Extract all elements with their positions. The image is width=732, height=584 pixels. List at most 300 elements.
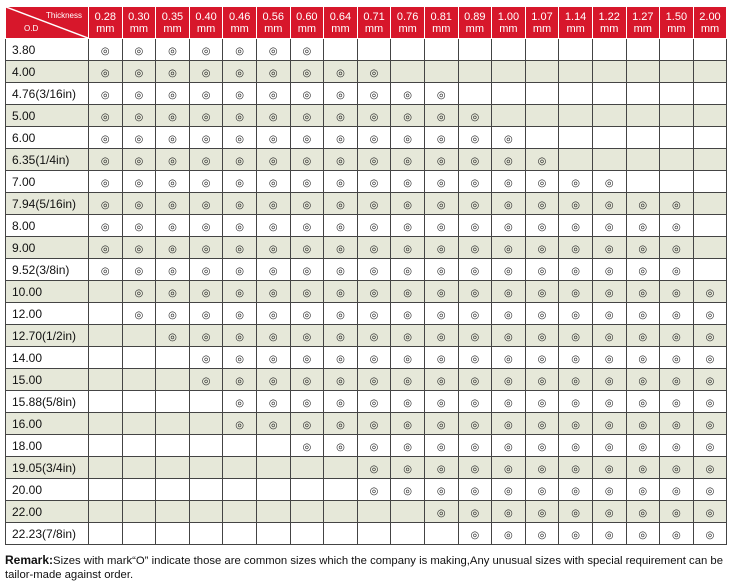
size-mark-icon: ◎	[302, 243, 312, 255]
empty-cell	[89, 501, 123, 523]
marked-cell	[458, 259, 492, 281]
marked-cell	[458, 347, 492, 369]
size-mark-icon: ◎	[705, 287, 715, 299]
marked-cell	[223, 83, 257, 105]
marked-cell	[89, 193, 123, 215]
size-mark-icon: ◎	[604, 287, 614, 299]
size-mark-icon: ◎	[268, 133, 278, 145]
table-row	[6, 347, 727, 369]
empty-cell	[324, 501, 358, 523]
size-mark-icon: ◎	[336, 199, 345, 211]
size-mark-icon: ◎	[504, 177, 513, 189]
size-mark-icon: ◎	[470, 199, 480, 211]
od-cell: 6.00	[6, 127, 89, 149]
size-mark-icon: ◎	[537, 177, 547, 189]
size-mark-icon: ◎	[168, 287, 177, 299]
size-mark-icon: ◎	[336, 67, 345, 79]
empty-cell	[189, 523, 223, 545]
empty-cell	[256, 435, 290, 457]
empty-cell	[156, 523, 190, 545]
marked-cell	[189, 281, 223, 303]
od-cell: 19.05(3/4in)	[6, 457, 89, 479]
thickness-unit: mm	[600, 22, 619, 35]
marked-cell	[693, 523, 727, 545]
marked-cell	[89, 171, 123, 193]
size-mark-icon: ◎	[403, 441, 412, 453]
marked-cell	[324, 281, 358, 303]
size-mark-icon: ◎	[134, 45, 144, 57]
marked-cell	[223, 193, 257, 215]
marked-cell	[492, 215, 526, 237]
empty-cell	[89, 413, 123, 435]
marked-cell	[156, 259, 190, 281]
size-mark-icon: ◎	[268, 67, 278, 79]
size-mark-icon: ◎	[302, 265, 312, 277]
size-mark-icon: ◎	[604, 265, 614, 277]
marked-cell	[357, 303, 391, 325]
empty-cell	[626, 149, 660, 171]
marked-cell	[357, 435, 391, 457]
empty-cell	[156, 479, 190, 501]
size-mark-icon: ◎	[100, 45, 110, 57]
marked-cell	[156, 303, 190, 325]
marked-cell	[290, 369, 324, 391]
size-mark-icon: ◎	[134, 265, 144, 277]
od-cell: 5.00	[6, 105, 89, 127]
size-mark-icon: ◎	[134, 155, 144, 167]
od-cell: 4.76(3/16in)	[6, 83, 89, 105]
marked-cell	[492, 127, 526, 149]
marked-cell	[525, 391, 559, 413]
size-mark-icon: ◎	[638, 485, 648, 497]
marked-cell	[290, 347, 324, 369]
size-mark-icon: ◎	[302, 287, 312, 299]
empty-cell	[592, 127, 626, 149]
marked-cell	[626, 479, 660, 501]
marked-cell	[156, 39, 190, 61]
marked-cell	[357, 479, 391, 501]
empty-cell	[525, 127, 559, 149]
marked-cell	[122, 149, 156, 171]
thickness-header	[559, 7, 593, 39]
empty-cell	[693, 127, 727, 149]
thickness-header	[324, 7, 358, 39]
size-mark-icon: ◎	[403, 287, 412, 299]
marked-cell	[89, 259, 123, 281]
size-mark-icon: ◎	[504, 507, 513, 519]
marked-cell	[492, 435, 526, 457]
size-mark-icon: ◎	[201, 287, 211, 299]
empty-cell	[89, 523, 123, 545]
marked-cell	[256, 237, 290, 259]
marked-cell	[324, 347, 358, 369]
marked-cell	[525, 281, 559, 303]
size-mark-icon: ◎	[604, 243, 614, 255]
marked-cell	[223, 347, 257, 369]
size-mark-icon: ◎	[571, 353, 580, 365]
size-mark-icon: ◎	[235, 133, 245, 145]
od-cell: 9.52(3/8in)	[6, 259, 89, 281]
thickness-label: Thickness	[45, 11, 82, 20]
marked-cell	[391, 149, 425, 171]
marked-cell	[122, 193, 156, 215]
size-mark-icon: ◎	[436, 221, 446, 233]
size-mark-icon: ◎	[604, 353, 614, 365]
od-cell: 4.00	[6, 61, 89, 83]
empty-cell	[693, 83, 727, 105]
size-mark-icon: ◎	[638, 441, 648, 453]
size-mark-icon: ◎	[672, 463, 681, 475]
thickness-header	[626, 7, 660, 39]
size-mark-icon: ◎	[235, 199, 245, 211]
size-mark-icon: ◎	[537, 221, 547, 233]
marked-cell	[693, 369, 727, 391]
thickness-header	[357, 7, 391, 39]
marked-cell	[492, 171, 526, 193]
size-mark-icon: ◎	[504, 441, 513, 453]
marked-cell	[357, 215, 391, 237]
size-mark-icon: ◎	[705, 397, 715, 409]
table-row	[6, 105, 727, 127]
size-mark-icon: ◎	[403, 177, 412, 189]
empty-cell	[525, 61, 559, 83]
marked-cell	[693, 347, 727, 369]
size-mark-icon: ◎	[436, 397, 446, 409]
size-mark-icon: ◎	[571, 199, 580, 211]
size-mark-icon: ◎	[100, 177, 110, 189]
marked-cell	[122, 39, 156, 61]
marked-cell	[357, 171, 391, 193]
size-mark-icon: ◎	[638, 243, 648, 255]
thickness-unit: mm	[364, 22, 384, 35]
marked-cell	[89, 149, 123, 171]
size-mark-icon: ◎	[336, 155, 345, 167]
size-mark-icon: ◎	[369, 155, 379, 167]
size-chart	[5, 6, 727, 545]
empty-cell	[693, 149, 727, 171]
empty-cell	[592, 83, 626, 105]
marked-cell	[458, 171, 492, 193]
od-cell: 22.23(7/8in)	[6, 523, 89, 545]
size-mark-icon: ◎	[268, 397, 278, 409]
size-mark-icon: ◎	[268, 375, 278, 387]
marked-cell	[324, 303, 358, 325]
marked-cell	[223, 325, 257, 347]
empty-cell	[592, 39, 626, 61]
size-mark-icon: ◎	[302, 375, 312, 387]
marked-cell	[391, 303, 425, 325]
size-mark-icon: ◎	[638, 199, 648, 211]
size-mark-icon: ◎	[537, 463, 547, 475]
empty-cell	[424, 39, 458, 61]
marked-cell	[122, 281, 156, 303]
size-mark-icon: ◎	[504, 529, 513, 541]
size-mark-icon: ◎	[201, 331, 211, 343]
marked-cell	[458, 391, 492, 413]
size-mark-icon: ◎	[100, 89, 110, 101]
marked-cell	[458, 127, 492, 149]
size-mark-icon: ◎	[235, 177, 245, 189]
size-mark-icon: ◎	[504, 221, 513, 233]
empty-cell	[525, 39, 559, 61]
empty-cell	[693, 237, 727, 259]
empty-cell	[156, 435, 190, 457]
marked-cell	[525, 237, 559, 259]
marked-cell	[189, 303, 223, 325]
thickness-header	[122, 7, 156, 39]
marked-cell	[626, 325, 660, 347]
marked-cell	[693, 413, 727, 435]
size-mark-icon: ◎	[134, 177, 144, 189]
size-mark-icon: ◎	[369, 199, 379, 211]
thickness-value: 0.81	[430, 10, 452, 23]
empty-cell	[324, 479, 358, 501]
size-mark-icon: ◎	[571, 441, 580, 453]
marked-cell	[525, 479, 559, 501]
size-mark-icon: ◎	[672, 199, 681, 211]
empty-cell	[660, 39, 694, 61]
empty-cell	[256, 479, 290, 501]
marked-cell	[156, 215, 190, 237]
marked-cell	[122, 237, 156, 259]
thickness-unit: mm	[633, 22, 652, 35]
size-mark-icon: ◎	[436, 265, 446, 277]
marked-cell	[424, 127, 458, 149]
marked-cell	[525, 435, 559, 457]
od-cell: 8.00	[6, 215, 89, 237]
thickness-value: 1.50	[665, 10, 688, 23]
size-mark-icon: ◎	[571, 419, 580, 431]
marked-cell	[592, 171, 626, 193]
table-row	[6, 171, 727, 193]
empty-cell	[391, 61, 425, 83]
marked-cell	[660, 215, 694, 237]
marked-cell	[290, 259, 324, 281]
marked-cell	[660, 347, 694, 369]
marked-cell	[525, 501, 559, 523]
marked-cell	[424, 259, 458, 281]
empty-cell	[290, 523, 324, 545]
marked-cell	[189, 259, 223, 281]
marked-cell	[525, 369, 559, 391]
thickness-value: 0.30	[128, 10, 150, 23]
size-mark-icon: ◎	[672, 419, 681, 431]
marked-cell	[559, 523, 593, 545]
size-mark-icon: ◎	[638, 529, 648, 541]
size-mark-icon: ◎	[336, 133, 345, 145]
size-mark-icon: ◎	[504, 243, 513, 255]
thickness-value: 0.56	[262, 10, 284, 23]
od-cell: 6.35(1/4in)	[6, 149, 89, 171]
size-mark-icon: ◎	[369, 309, 379, 321]
od-cell: 20.00	[6, 479, 89, 501]
marked-cell	[324, 237, 358, 259]
od-cell: 9.00	[6, 237, 89, 259]
size-mark-icon: ◎	[571, 375, 580, 387]
size-mark-icon: ◎	[336, 177, 345, 189]
thickness-unit: mm	[566, 22, 585, 35]
marked-cell	[660, 501, 694, 523]
marked-cell	[592, 303, 626, 325]
marked-cell	[525, 325, 559, 347]
marked-cell	[660, 479, 694, 501]
empty-cell	[89, 457, 123, 479]
thickness-unit: mm	[96, 22, 115, 35]
size-mark-icon: ◎	[470, 529, 480, 541]
table-row	[6, 259, 727, 281]
marked-cell	[458, 523, 492, 545]
marked-cell	[156, 127, 190, 149]
size-mark-icon: ◎	[672, 529, 681, 541]
size-mark-icon: ◎	[638, 331, 648, 343]
marked-cell	[391, 413, 425, 435]
size-mark-icon: ◎	[470, 419, 480, 431]
size-mark-icon: ◎	[537, 155, 547, 167]
marked-cell	[693, 391, 727, 413]
marked-cell	[592, 457, 626, 479]
table-row	[6, 83, 727, 105]
size-mark-icon: ◎	[302, 67, 312, 79]
thickness-unit: mm	[667, 22, 686, 35]
size-mark-icon: ◎	[369, 221, 379, 233]
marked-cell	[391, 127, 425, 149]
table-row	[6, 39, 727, 61]
size-mark-icon: ◎	[369, 177, 379, 189]
marked-cell	[424, 369, 458, 391]
marked-cell	[559, 413, 593, 435]
table-row	[6, 325, 727, 347]
marked-cell	[424, 325, 458, 347]
thickness-value: 1.22	[598, 10, 620, 23]
size-mark-icon: ◎	[168, 177, 177, 189]
marked-cell	[626, 391, 660, 413]
marked-cell	[424, 303, 458, 325]
thickness-value: 0.89	[464, 10, 486, 23]
empty-cell	[324, 523, 358, 545]
empty-cell	[122, 325, 156, 347]
size-mark-icon: ◎	[504, 353, 513, 365]
od-label: O.D	[24, 24, 39, 33]
size-mark-icon: ◎	[100, 243, 110, 255]
od-cell: 22.00	[6, 501, 89, 523]
empty-cell	[693, 259, 727, 281]
size-mark-icon: ◎	[638, 397, 648, 409]
empty-cell	[290, 457, 324, 479]
marked-cell	[324, 391, 358, 413]
marked-cell	[122, 215, 156, 237]
size-mark-icon: ◎	[100, 265, 110, 277]
size-mark-icon: ◎	[201, 89, 211, 101]
size-mark-icon: ◎	[235, 243, 245, 255]
size-mark-icon: ◎	[638, 309, 648, 321]
marked-cell	[290, 281, 324, 303]
size-mark-icon: ◎	[504, 463, 513, 475]
corner-header	[6, 7, 89, 39]
empty-cell	[458, 83, 492, 105]
size-mark-icon: ◎	[369, 67, 379, 79]
size-mark-icon: ◎	[604, 507, 614, 519]
size-mark-icon: ◎	[571, 177, 580, 189]
size-mark-icon: ◎	[134, 309, 144, 321]
size-mark-icon: ◎	[302, 111, 312, 123]
empty-cell	[122, 347, 156, 369]
thickness-header	[424, 7, 458, 39]
thickness-unit: mm	[196, 22, 216, 35]
size-mark-icon: ◎	[537, 441, 547, 453]
empty-cell	[256, 501, 290, 523]
od-cell: 15.88(5/8in)	[6, 391, 89, 413]
size-mark-icon: ◎	[336, 397, 345, 409]
marked-cell	[256, 347, 290, 369]
marked-cell	[324, 127, 358, 149]
thickness-unit: mm	[331, 22, 350, 35]
empty-cell	[357, 39, 391, 61]
thickness-header	[89, 7, 123, 39]
empty-cell	[626, 105, 660, 127]
table-row	[6, 193, 727, 215]
marked-cell	[122, 83, 156, 105]
marked-cell	[391, 479, 425, 501]
size-mark-icon: ◎	[436, 507, 446, 519]
size-mark-icon: ◎	[168, 111, 177, 123]
empty-cell	[223, 501, 257, 523]
empty-cell	[660, 105, 694, 127]
empty-cell	[525, 83, 559, 105]
marked-cell	[492, 281, 526, 303]
empty-cell	[189, 501, 223, 523]
size-mark-icon: ◎	[571, 265, 580, 277]
marked-cell	[559, 237, 593, 259]
size-mark-icon: ◎	[268, 287, 278, 299]
table-body	[6, 39, 727, 545]
size-mark-icon: ◎	[302, 45, 312, 57]
size-mark-icon: ◎	[470, 331, 480, 343]
table-row	[6, 435, 727, 457]
size-mark-icon: ◎	[705, 375, 715, 387]
size-mark-icon: ◎	[369, 111, 379, 123]
marked-cell	[357, 391, 391, 413]
marked-cell	[290, 435, 324, 457]
marked-cell	[391, 435, 425, 457]
size-mark-icon: ◎	[134, 221, 144, 233]
size-mark-icon: ◎	[436, 441, 446, 453]
size-mark-icon: ◎	[201, 199, 211, 211]
marked-cell	[492, 501, 526, 523]
size-mark-icon: ◎	[403, 133, 412, 145]
size-mark-icon: ◎	[369, 89, 379, 101]
size-mark-icon: ◎	[705, 309, 715, 321]
size-mark-icon: ◎	[436, 309, 446, 321]
marked-cell	[391, 281, 425, 303]
size-mark-icon: ◎	[571, 309, 580, 321]
marked-cell	[156, 281, 190, 303]
marked-cell	[592, 479, 626, 501]
size-mark-icon: ◎	[268, 419, 278, 431]
size-mark-icon: ◎	[235, 331, 245, 343]
marked-cell	[492, 259, 526, 281]
size-mark-icon: ◎	[100, 111, 110, 123]
marked-cell	[458, 193, 492, 215]
marked-cell	[256, 193, 290, 215]
marked-cell	[424, 83, 458, 105]
size-mark-icon: ◎	[369, 353, 379, 365]
empty-cell	[324, 39, 358, 61]
marked-cell	[122, 105, 156, 127]
size-mark-icon: ◎	[336, 331, 345, 343]
size-mark-icon: ◎	[302, 89, 312, 101]
table-row	[6, 523, 727, 545]
size-mark-icon: ◎	[537, 199, 547, 211]
